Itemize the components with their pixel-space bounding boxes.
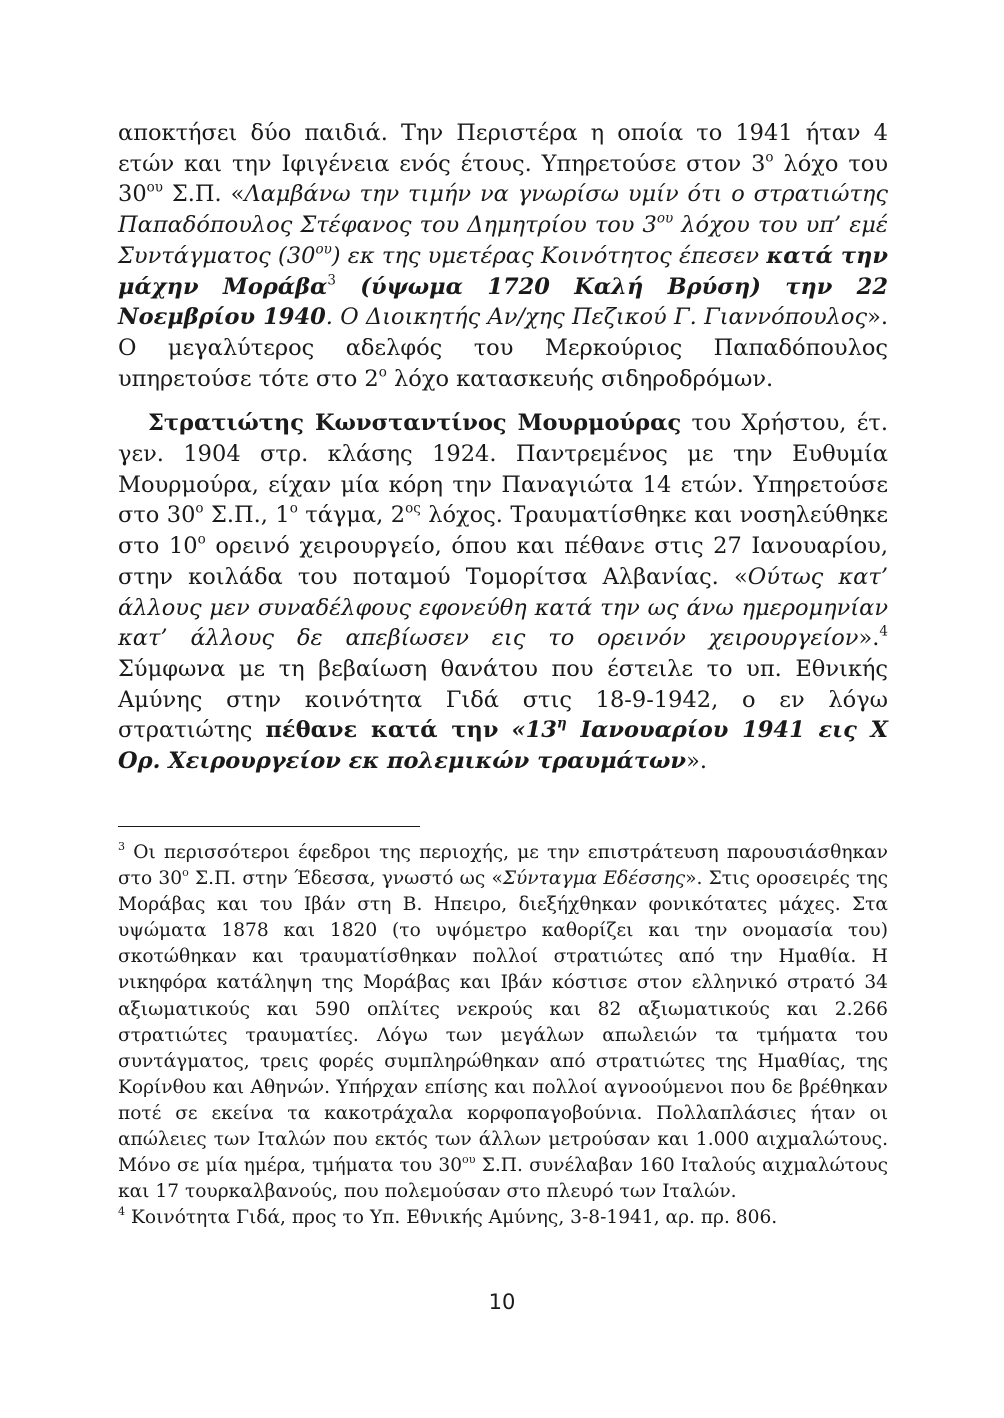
text-run: Κοινότητα Γιδά, προς το Υπ. Εθνικής Αμύνης, 3-8-1941, αρ. πρ. 806. <box>125 1207 778 1229</box>
quote-bold-italic: κατά την μάχην Μοράβα <box>118 242 889 300</box>
text-run: ». <box>686 748 707 775</box>
text-run: Σ.Π. « <box>162 181 245 208</box>
page-number: 10 <box>488 1290 516 1314</box>
text-run: Σ.Π. στην Έδεσσα, γνωστό ως « <box>188 868 503 890</box>
quote-bold-italic: Ιανουαρίου 1941 εις Χ Ορ. Χειρουργείον εκ πολεμικών τραυμάτων <box>118 717 888 775</box>
superscript: ο <box>289 501 298 517</box>
footnote-3 <box>118 840 888 1205</box>
text-run: λόχος. Τραυματίσθηκε και νοσηλεύθηκε στο 10 <box>118 502 888 560</box>
footnote-ref-4: 4 <box>879 623 888 640</box>
superscript: ου <box>315 241 332 258</box>
text-run: Σύμφωνα με τη βεβαίωση θανάτου που έστειλε το υπ. Εθνικής Αμύνης στην κοινότητα Γιδά στις 18-9-1942, ο εν λόγω στρατιώτης <box>118 655 888 744</box>
superscript: ο <box>378 364 387 381</box>
superscript: ος <box>405 501 421 517</box>
footnote-number: 3 <box>118 840 126 854</box>
soldier-name: Στρατιώτης Κωνσταντίνος Μουρμούρας <box>148 410 682 437</box>
superscript: ου <box>146 179 163 196</box>
quote-bold-italic: «13 <box>511 717 557 744</box>
superscript: ου <box>462 1153 476 1167</box>
text-run: Σ.Π., 1 <box>203 502 290 529</box>
quote-bold-italic: (ύψωμα 1720 Καλή Βρύση) την 22 Νοεμβρίου 1940 <box>118 273 888 331</box>
text-run: Οι περισσότεροι έφεδροι της περιοχής, με την επιστράτευση παρουσιάσθηκαν στο 30 <box>118 842 888 890</box>
paragraph-papadopoulos <box>118 118 888 394</box>
superscript: ο <box>182 866 189 880</box>
superscript: ο <box>197 531 206 548</box>
text-run: Σ.Π. συνέλαβαν 160 Ιταλούς αιχμαλώτους και 17 τουρκαλβανούς, που πολεμούσαν στο πλευρό των Ιταλών. <box>118 1155 888 1203</box>
footnote-4 <box>118 1205 888 1231</box>
superscript: ο <box>195 501 204 517</box>
footnote-number: 4 <box>118 1205 126 1219</box>
text-run: τάγμα, 2 <box>297 502 406 529</box>
superscript: ου <box>656 210 674 227</box>
quote-italic: . Ο Διοικητής Αν/χης Πεζικού Γ. Γιαννόπουλος <box>325 304 868 331</box>
text-run: ορεινό χειρουργείο, όπου και πέθανε στις 27 Ιανουαρίου, στην κοιλάδα του ποταμού Τομορίτσα Αλβανίας. « <box>118 533 888 590</box>
text-run: αποκτήσει δύο παιδιά. Την Περιστέρα η οποία το 1941 ήταν 4 ετών και την Ιφιγένεια ενός έτους. Υπηρετούσε στον 3 <box>118 120 888 177</box>
footnote-ref-3: 3 <box>327 272 336 289</box>
footnotes <box>118 840 888 1231</box>
text-run: του Χρήστου, έτ. γεν. 1904 στρ. κλάσης 1924. Παντρεμένος με την Ευθυμία Μουρμούρα, είχαν μία κόρη την Παναγιώτα 14 ετών. Υπηρετούσε στο 30 <box>118 410 888 529</box>
superscript: η <box>556 715 567 732</box>
main-text <box>118 118 888 777</box>
text-run: ». Ο μεγαλύτερος αδελφός του Μερκούριος Παπαδόπουλος υπηρετούσε τότε στο 2 <box>118 304 888 392</box>
text-italic: Σύνταγμα Εδέσσης <box>502 868 686 890</box>
quote-italic: Λαμβάνω την τιμήν να γνωρίσω υμίν ότι ο στρατιώτης Παπαδόπουλος Στέφανος του Δημητρίου του 3 <box>118 181 888 239</box>
text-run: λόχο κατασκευής σιδηροδρόμων. <box>386 365 774 392</box>
quote-italic: λόχου του υπ’ εμέ Συντάγματος (30 <box>118 212 888 269</box>
text-run <box>498 717 511 743</box>
quote-italic: Ούτως κατ’ άλλους μεν συναδέλφους εφονεύθη κατά την ως άνω ημερομηνίαν κατ’ άλλους δε απεβίωσεν εις το ορεινόν χειρουργείον <box>118 563 888 652</box>
superscript: ο <box>765 149 774 166</box>
text-bold: πέθανε κατά την <box>265 717 499 744</box>
text-run: λόχο του 30 <box>118 150 888 208</box>
text-run: ». Στις οροσειρές της Μοράβας και του Ιβάν στη Β. Ηπειρο, διεξήχθηκαν φονικότατες μάχες. Στα υψώματα 1878 και 1820 (το υψόμετρο καθορίζει και την ονομασία του) σκοτώθηκαν και τραυματίσθηκαν πολλοί στρατιώτες από την Ημαθία. Η νικηφόρα κατάληψη της Μοράβας και Ιβάν κόστισε στον ελληνικό στρατό 34 αξιωματικούς και 590 οπλίτες νεκρούς και 82 αξιωματικούς και 2.266 στρατιώτες τραυματίες. Λόγω των μεγάλων απωλειών τα τμήματα του συντάγματος, τρεις φορές συμπληρώθηκαν από στρατιώτες της Ημαθίας, της Κορίνθου και Αθηνών. Υπήρχαν επίσης και πολλοί αγνοούμενοι που δε βρέθηκαν ποτέ σε εκείνα τα κακοτράχαλα κορφοπαγοβούνια. Πολλαπλάσιες ήταν οι απώλειες των Ιταλών που εκτός των άλλων μετρούσαν και 1.000 αιχμαλώτους. Μόνο σε μία ημέρα, τμήματα του 30 <box>118 868 888 1177</box>
paragraph-mourmouras <box>118 408 888 776</box>
footnote-separator <box>118 826 420 827</box>
quote-italic: ) εκ της υμετέρας Κοινότητος έπεσεν <box>331 242 767 269</box>
text-run: ». <box>858 625 880 652</box>
